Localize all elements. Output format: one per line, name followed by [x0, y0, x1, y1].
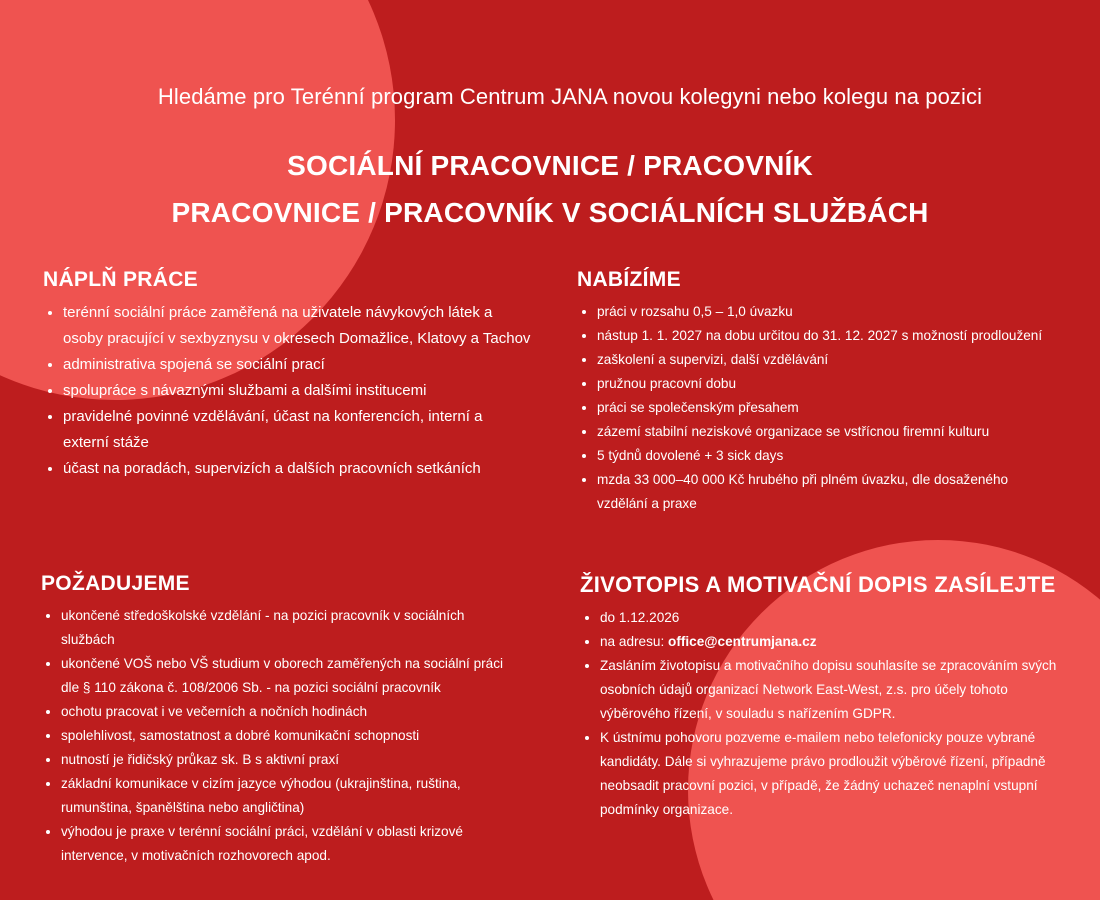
- section-napln-prace: [43, 268, 531, 482]
- section-heading: NABÍZÍME: [577, 268, 681, 291]
- section-heading: POŽADUJEME: [41, 572, 190, 595]
- deadline-item: • do 1.12.2026: [600, 606, 1075, 630]
- list-item: • pravidelné povinné vzdělávání, účast na konferencích, interní a externí stáže: [63, 404, 531, 456]
- list-item: • nástup 1. 1. 2027 na dobu určitou do 31. 12. 2027 s možností prodloužení: [597, 324, 1047, 348]
- list-item: • zázemí stabilní neziskové organizace se vstřícnou firemní kulturu: [597, 420, 1047, 444]
- list-item: • účast na poradách, supervizích a dalších pracovních setkáních: [63, 456, 531, 482]
- list-item: • zaškolení a supervizi, další vzdělávání: [597, 348, 1047, 372]
- position-title-2: PRACOVNICE / PRACOVNÍK V SOCIÁLNÍCH SLUŽBÁCH: [171, 197, 929, 228]
- address-label: na adresu:: [600, 634, 669, 649]
- section-pozadujeme: [41, 572, 521, 868]
- section-nabizime: [577, 268, 1047, 516]
- gdpr-item: • Zasláním životopisu a motivačního dopisu souhlasíte se zpracováním svých osobních údajů organizací Network East-West, z.s. pro účely tohoto výběrového řízení, v souladu s nařízením GDPR.: [600, 654, 1075, 726]
- list-item: • základní komunikace v cizím jazyce výhodou (ukrajinština, ruština, rumunština, španělština nebo angličtina): [61, 772, 521, 820]
- email-link[interactable]: office@centrumjana.cz: [668, 634, 817, 649]
- bullet-list: [41, 604, 521, 868]
- list-item: • administrativa spojená se sociální prací: [63, 352, 531, 378]
- section-zivotopis: [580, 572, 1075, 822]
- list-item: • spolehlivost, samostatnost a dobré komunikační schopnosti: [61, 724, 521, 748]
- list-item: • práci v rozsahu 0,5 – 1,0 úvazku: [597, 300, 1047, 324]
- list-item: • 5 týdnů dovolené + 3 sick days: [597, 444, 1047, 468]
- address-item: [600, 630, 1075, 654]
- bullet-list: [577, 300, 1047, 516]
- list-item: • práci se společenským přesahem: [597, 396, 1047, 420]
- list-item: • ukončené středoškolské vzdělání - na pozici pracovník v sociálních službách: [61, 604, 521, 652]
- bullet-list: [43, 300, 531, 482]
- section-heading: ŽIVOTOPIS A MOTIVAČNÍ DOPIS ZASÍLEJTE: [580, 572, 1056, 597]
- list-item: • pružnou pracovní dobu: [597, 372, 1047, 396]
- bullet-list: [580, 606, 1075, 822]
- intro-text: Hledáme pro Terénní program Centrum JANA novou kolegyni nebo kolegu na pozici: [157, 84, 983, 109]
- list-item: • terénní sociální práce zaměřená na uživatele návykových látek a osoby pracující v sexbyznysu v okresech Domažlice, Klatovy a Tachov: [63, 300, 531, 352]
- list-item: • nutností je řidičský průkaz sk. B s aktivní praxí: [61, 748, 521, 772]
- section-heading: NÁPLŇ PRÁCE: [43, 268, 198, 291]
- list-item: • ochotu pracovat i ve večerních a nočních hodinách: [61, 700, 521, 724]
- interview-item: • K ústnímu pohovoru pozveme e-mailem nebo telefonicky pouze vybrané kandidáty. Dále si vyhrazujeme právo prodloužit výběrové řízení, případně neobsadit pracovní pozici, v případě, že žádný uchazeč nenaplní vstupní podmínky organizace.: [600, 726, 1075, 822]
- list-item: • spolupráce s návaznými službami a dalšími institucemi: [63, 378, 531, 404]
- list-item: • mzda 33 000–40 000 Kč hrubého při plném úvazku, dle dosaženého vzdělání a praxe: [597, 468, 1047, 516]
- position-title-1: SOCIÁLNÍ PRACOVNICE / PRACOVNÍK: [287, 150, 813, 181]
- list-item: • výhodou je praxe v terénní sociální práci, vzdělání v oblasti krizové intervence, v motivačních rozhovorech apod.: [61, 820, 521, 868]
- list-item: • ukončené VOŠ nebo VŠ studium v oborech zaměřených na sociální práci dle § 110 zákona č. 108/2006 Sb. - na pozici sociální pracovník: [61, 652, 521, 700]
